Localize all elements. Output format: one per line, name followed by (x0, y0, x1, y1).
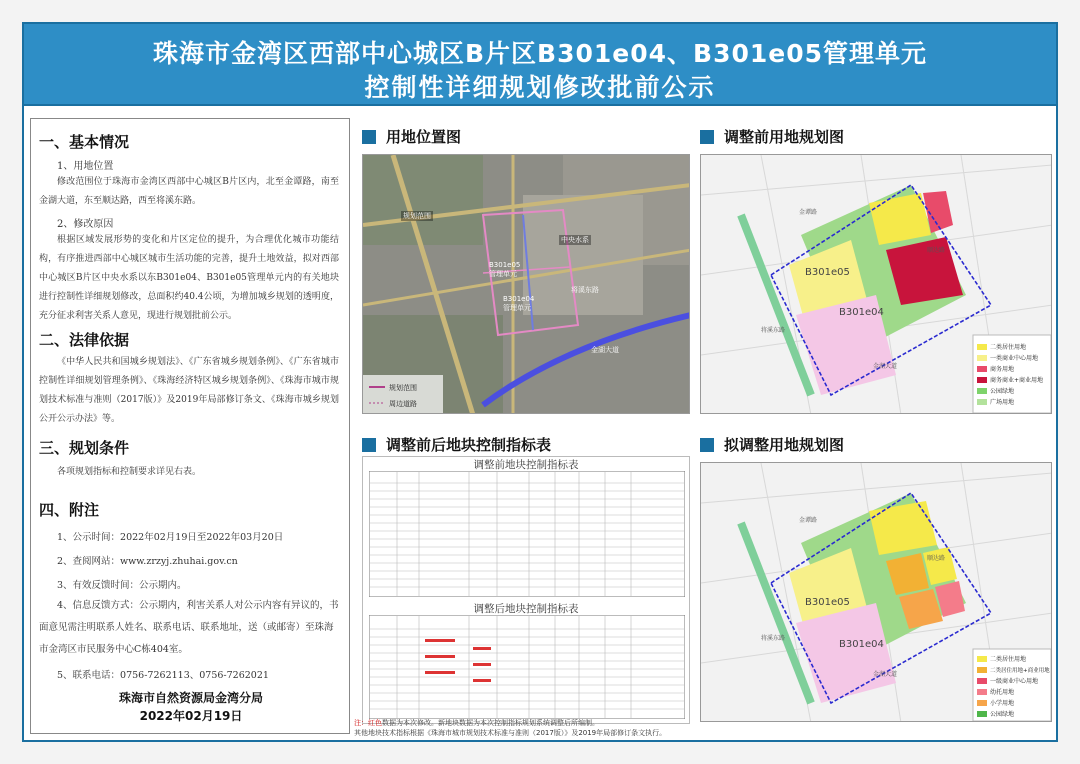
map-label-jiangxi-road: 将溪东路 (571, 286, 599, 294)
title-banner (24, 24, 1056, 106)
subsection-location: 1、用地位置 (57, 161, 114, 172)
road-label-jinhu: 金湖大道 (873, 363, 898, 370)
table-after-caption: 调整后地块控制指标表 (473, 603, 579, 615)
legend-scope: 规划范围 (389, 384, 417, 392)
legend-item: 商务商业+商业用地 (977, 374, 1051, 385)
road-label-jiangxi: 将溪东路 (761, 327, 786, 334)
section-notes-heading: 四、附注 (39, 501, 100, 519)
legend-item: 小学用地 (977, 697, 1051, 708)
location-map-image (363, 155, 690, 414)
section-legal-heading: 二、法律依据 (39, 331, 130, 349)
location-paragraph: 修改范围位于珠海市金湾区西部中心城区B片区内，北至金谭路，南至金湖大道，东至顺达路，西至将溪东路。 (39, 177, 339, 206)
section-square-icon (700, 438, 714, 452)
legend-item: 幼托用地 (977, 686, 1051, 697)
legend-item: 二类居住用地 (977, 341, 1051, 352)
unit-label-b301e05: B301e05 (805, 267, 850, 278)
table-before-grid (369, 471, 685, 597)
location-map (362, 154, 690, 414)
road-label-jiangxi: 将溪东路 (761, 635, 786, 642)
indicator-tables (362, 456, 690, 724)
legend-item: 公园绿地 (977, 385, 1051, 396)
legend-item: 二类居住用地+商业用地 (977, 664, 1051, 675)
road-label-shunda: 顺达路 (927, 247, 946, 254)
note-website: 2、查阅网站：www.zrzyj.zhuhai.gov.cn (57, 556, 238, 567)
legend-item: 一级商业中心用地 (977, 675, 1051, 686)
map-label-scope: 规划范围 (403, 212, 431, 220)
legend-roads: 周边道路 (389, 400, 417, 408)
unit-label-b301e04: B301e04 (839, 307, 884, 318)
title-line-2: 控制性详细规划修改批前公示 (364, 73, 716, 102)
subsection-reason: 2、修改原因 (57, 219, 114, 230)
reason-paragraph: 根据区域发展形势的变化和片区定位的提升，为合理优化城市功能结构，有序推进西部中心城区城市生活功能的完善，提升土地效益，拟对西部中心城区B片区中央水系以东B301e04、B301e05管理单元内的有关地块进行控制性详细规划修改，总面积约40.4公顷，为增加城乡规划的透明度，充分征求利害关系人意见，现进行规划批前公示。 (39, 235, 339, 321)
map-label-water: 中央水系 (561, 236, 589, 244)
table-before-caption: 调整前地块控制指标表 (473, 459, 579, 471)
map-label-jinhu-road: 金湖大道 (591, 346, 619, 354)
title-line-1: 珠海市金湾区西部中心城区B片区B301e04、B301e05管理单元 (152, 39, 928, 68)
location-map-title: 用地位置图 (362, 126, 461, 147)
road-label-jintan: 金谭路 (799, 209, 818, 216)
legal-paragraph: 《中华人民共和国城乡规划法》、《广东省城乡规划条例》、《广东省城市控制性详细规划管理条例》、《珠海经济特区城乡规划条例》、《珠海市城市规划技术标准与准则（2017版）》及2019年局部修订条文、《珠海市城乡规划公开公示办法》等。 (39, 357, 339, 424)
after-legend (977, 653, 1051, 719)
section-conditions-heading: 三、规划条件 (39, 439, 130, 457)
after-plan-title: 拟调整用地规划图 (700, 434, 844, 455)
table-note-2: 其他地块技术指标根据《珠海市城市规划技术标准与准则（2017版）》及2019年局部修订条文执行。 (354, 729, 667, 737)
notice-board (22, 22, 1058, 742)
before-legend (977, 341, 1051, 407)
after-plan-map (700, 462, 1052, 722)
road-label-jinhu: 金湖大道 (873, 671, 898, 678)
table-note-1: 注：红色数据为本次修改。新地块数据为本次控制指标规划系统调整后所编制。 (354, 719, 599, 727)
section-square-icon (700, 130, 714, 144)
section-square-icon (362, 438, 376, 452)
legend-item: 广场用地 (977, 396, 1051, 407)
road-label-shunda: 顺达路 (927, 555, 946, 562)
road-label-jintan: 金谭路 (799, 517, 818, 524)
before-plan-title: 调整前用地规划图 (700, 126, 844, 147)
unit-label-b301e05: B301e05 (805, 597, 850, 608)
map-label-b301e05: B301e05 管理单元 (489, 261, 521, 278)
issuer: 珠海市自然资源局金湾分局 (118, 691, 263, 705)
legend-item: 公园绿地 (977, 708, 1051, 719)
legend-item: 一类商业中心用地 (977, 352, 1051, 363)
before-plan-map (700, 154, 1052, 414)
section-square-icon (362, 130, 376, 144)
map-label-b301e04: B301e04 管理单元 (503, 295, 535, 312)
issue-date: 2022年02月19日 (139, 709, 243, 723)
legend-item: 二类居住用地 (977, 653, 1051, 664)
note-feedback-method: 4、信息反馈方式：公示期内，利害关系人对公示内容有异议的，书面意见需注明联系人姓名、联系电话、联系地址，送（或邮寄）至珠海市金湾区市民服务中心C栋404室。 (39, 600, 339, 655)
note-phone: 5、联系电话：0756-7262113、0756-7262021 (57, 670, 269, 681)
unit-label-b301e04: B301e04 (839, 639, 884, 650)
section-basic-heading: 一、基本情况 (39, 133, 130, 151)
info-column (30, 118, 350, 734)
table-after-grid (369, 615, 685, 719)
note-period: 1、公示时间：2022年02月19日至2022年03月20日 (57, 532, 284, 543)
legend-item: 商务用地 (977, 363, 1051, 374)
conditions-paragraph: 各项规划指标和控制要求详见右表。 (57, 467, 202, 477)
tables-title: 调整前后地块控制指标表 (362, 434, 551, 455)
note-feedback-time: 3、有效反馈时间：公示期内。 (57, 580, 187, 591)
